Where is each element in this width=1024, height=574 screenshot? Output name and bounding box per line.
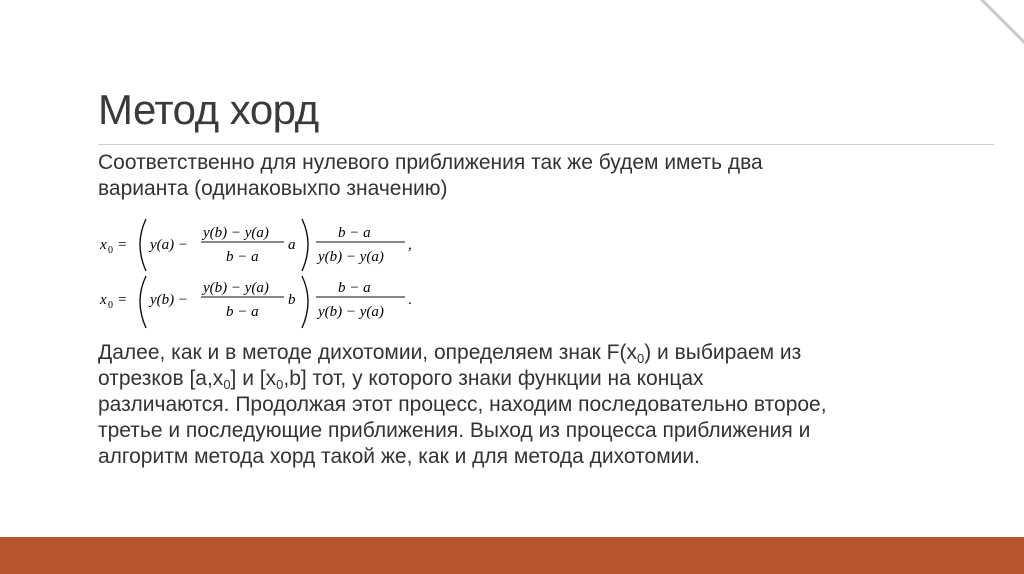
- body-line-2-c: ,b] тот, у которого знаки функции на концах: [283, 367, 704, 390]
- formula-2-left-paren: [140, 276, 146, 328]
- formula-2-den2: y(b) − y(a): [318, 304, 384, 320]
- body-line-5: алгоритм метода хорд такой же, как и для метода дихотомии.: [98, 445, 700, 468]
- bottom-accent-bar: [0, 537, 1024, 574]
- body-line-1-a: Далее, как и в методе дихотомии, определяем знак F(x: [98, 341, 637, 364]
- formula-2-lhs: x: [100, 292, 107, 308]
- body-line-4: третье и последующие приближения. Выход из процесса приближения и: [98, 419, 811, 442]
- intro-paragraph: [98, 150, 978, 202]
- body-line-2-sub2: 0: [276, 377, 284, 392]
- formula-2-num1: y(b) − y(a): [203, 280, 269, 296]
- formula-1-lhs: x: [100, 237, 107, 253]
- formula-2: [98, 272, 428, 334]
- formula-1-left-paren: [140, 219, 146, 271]
- title-divider: [98, 144, 994, 145]
- formula-1-num2: b − a: [338, 225, 371, 241]
- formula-2-eq: =: [118, 292, 127, 308]
- formula-1-term: y(a) −: [150, 237, 189, 253]
- formula-1-num1: y(b) − y(a): [203, 225, 269, 241]
- formula-1-mult: a: [288, 237, 296, 253]
- formula-2-den1: b − a: [226, 304, 259, 320]
- body-paragraph: [98, 340, 978, 470]
- body-line-1: [98, 340, 978, 366]
- formula-2-term: y(b) −: [150, 292, 189, 308]
- formula-2-end: .: [408, 292, 412, 308]
- body-line-1-b: ) и выбираем из: [644, 341, 802, 364]
- formula-1-lhs-sub: 0: [108, 245, 113, 256]
- formula-2-right-paren: [302, 276, 308, 328]
- formula-2-num2: b − a: [338, 280, 371, 296]
- body-line-3: различаются. Продолжая этот процесс, находим последовательно второе,: [98, 393, 827, 416]
- body-line-1-sub: 0: [636, 351, 645, 366]
- formula-2-lhs-sub: 0: [108, 300, 113, 311]
- body-line-2-a: отрезков [a,x: [98, 367, 224, 390]
- formula-1-den2: y(b) − y(a): [318, 249, 384, 265]
- body-line-2-sub1: 0: [223, 377, 231, 392]
- intro-line-2: варианта (одинаковыхпо значению): [98, 177, 448, 200]
- intro-line-1: Соответственно для нулевого приближения так же будем иметь два: [98, 151, 763, 174]
- body-line-2-b: ] и [x: [230, 367, 277, 390]
- page-corner-fold: [984, 0, 1024, 40]
- formula-1-right-paren: [302, 219, 308, 271]
- body-line-2: [98, 366, 978, 392]
- formula-1-den1: b − a: [226, 249, 259, 265]
- formula-1: [98, 213, 428, 275]
- slide-title: Метод хорд: [98, 86, 319, 133]
- formula-2-mult: b: [288, 292, 296, 308]
- formula-1-eq: =: [118, 237, 127, 253]
- formula-1-end: ,: [408, 237, 412, 253]
